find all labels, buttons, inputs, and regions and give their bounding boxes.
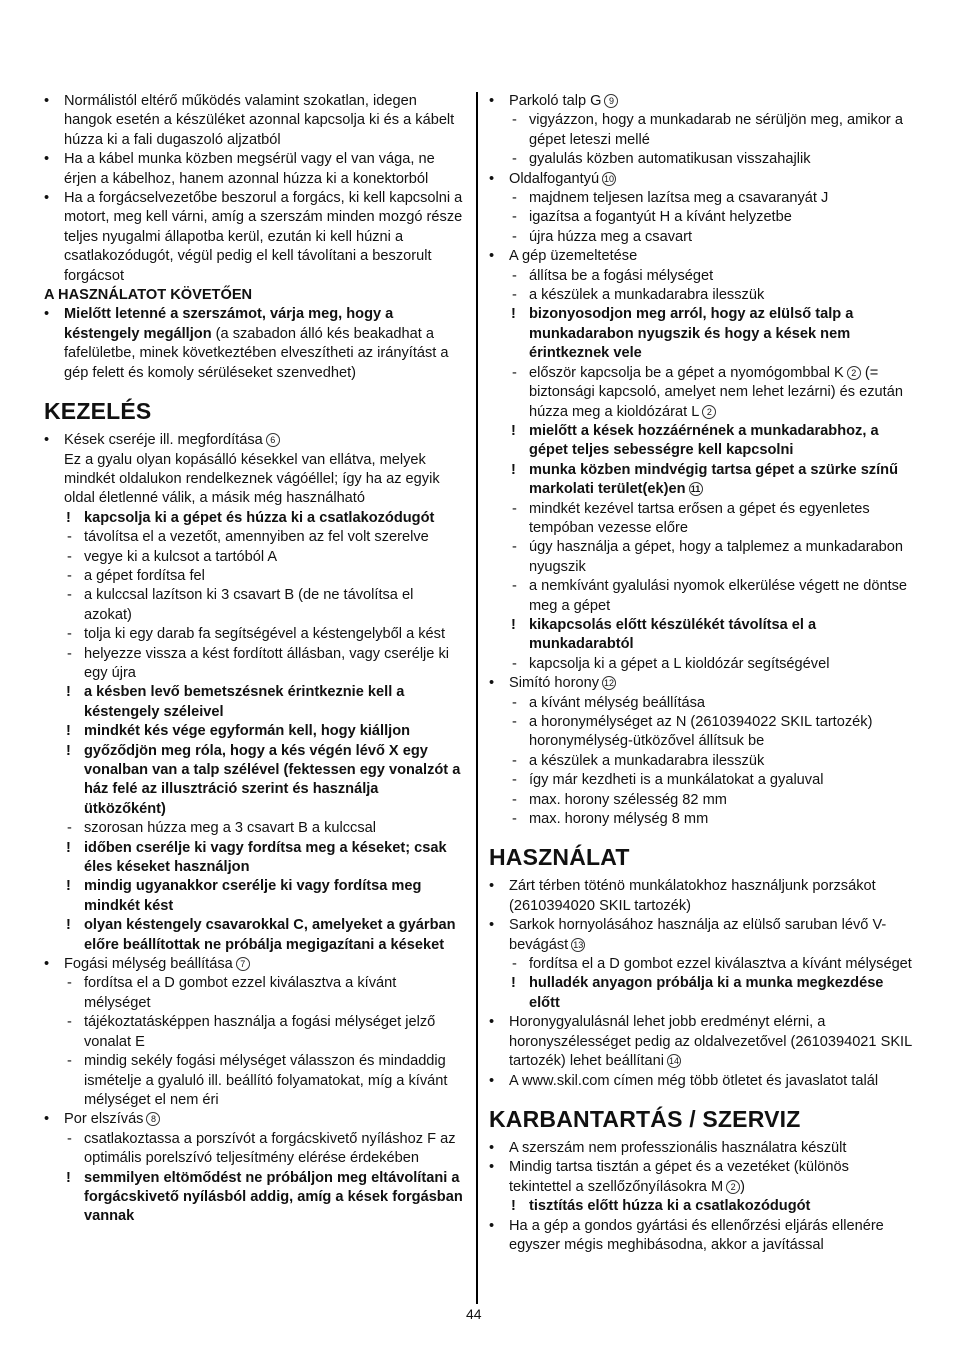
item-text: Ez a gyalu olyan kopásálló késekkel van ellátva, melyek mindkét oldalukon rendelkeznek vágóéllel; így ha az egyik oldal életlenné válik, a másik még használható	[64, 451, 440, 507]
item-text: győződjön meg róla, hogy a kés végén lévő X egy vonalban van a talp szélével (fektessen egy vonalzót a ház felé az illusztráció szerint és használja ütközőként)	[84, 742, 461, 817]
item-text: mindkét kés vége egyformán kell, hogy kiálljon	[84, 723, 411, 740]
warning-item	[64, 1169, 464, 1227]
item-text: )	[740, 1178, 746, 1195]
item-text: A szerszám nem professzionális használatra készült	[509, 1139, 847, 1156]
item-text: így már kezdheti is a munkálatokat a gyaluval	[529, 772, 824, 789]
item-text: tisztítás előtt húzza ki a csatlakozódugót	[529, 1198, 811, 1215]
dash-item	[509, 713, 913, 752]
warning-item	[509, 616, 913, 655]
warning-item	[64, 877, 464, 916]
item-text: Ha a forgácselvezetőbe beszorul a forgács, ki kell kapcsolni a motort, meg kell várni, amíg a szerszám minden mozgó része teljes nyugalmi állapotba kerül, ezután ki kell húzni a csatlakozódugót, végül pedig el kell távolítani a beszorult forgácsot	[64, 190, 463, 284]
item-text: A HASZNÁLATOT KÖVETŐEN	[44, 287, 253, 304]
item-text: A www.skil.com címen még több ötletet és javaslatot talál	[509, 1072, 879, 1089]
warning-item	[509, 1197, 913, 1216]
bullet-item	[489, 916, 913, 955]
item-text: max. horony mélység 8 mm	[529, 811, 709, 828]
item-text: a nemkívánt gyalulási nyomok elkerülése végett ne döntse meg a gépet	[529, 578, 908, 614]
item-text: Parkoló talp G	[509, 93, 602, 109]
warning-item	[64, 742, 464, 820]
warning-item	[509, 422, 913, 461]
warning-item	[64, 683, 464, 722]
figure-ref-number: 8	[146, 1112, 160, 1126]
dash-item	[509, 694, 913, 713]
bullet-item	[44, 955, 464, 974]
item-text: állítsa be a fogási mélységet	[529, 267, 714, 284]
dash-item	[64, 974, 464, 1013]
bullet-item	[489, 170, 913, 189]
item-text: csatlakoztassa a porszívót a forgácskivető nyíláshoz F az optimális porelszívó teljesítmény elérése érdekében	[84, 1130, 456, 1167]
figure-ref-number: 6	[266, 433, 280, 447]
dash-item	[509, 111, 913, 150]
dash-item	[509, 955, 913, 974]
item-text: bizonyosodjon meg arról, hogy az elülső talp a munkadarabon nyugszik és hogy a kések nem érintkeznek vele	[529, 306, 854, 362]
item-text: Ha a kábel munka közben megsérül vagy el van vága, ne érjen a kábelhoz, hanem azonnal húzza ki a konektorból	[64, 151, 435, 187]
section-heading-karbantartas: KARBANTARTÁS / SZERVIZ	[489, 1105, 801, 1132]
item-text: Mindig tartsa tisztán a gépet és a vezetéket (különös tekintettel a szellőzőnyílásokra M	[509, 1159, 849, 1195]
warning-item	[64, 916, 464, 955]
item-text: gyalulás közben automatikusan visszahajlik	[529, 151, 811, 168]
right-list-2	[489, 877, 913, 1090]
item-text: szorosan húzza meg a 3 csavart B a kulccsal	[84, 820, 377, 837]
bullet-item	[44, 92, 464, 150]
dash-item	[509, 655, 913, 674]
dash-item	[509, 228, 913, 247]
item-text: Kések cseréje ill. megfordítása	[64, 432, 263, 449]
item-text: a kívánt mélység beállítása	[529, 694, 706, 711]
item-text: mindig sekély fogási mélységet válasszon és mindaddig ismételje a gyaluló ill. beállító folyamatokat, míg a kívánt mélységet el nem éri	[84, 1053, 448, 1108]
warning-item	[64, 509, 464, 528]
bullet-item	[44, 189, 464, 286]
section-heading-kezeles: KEZELÉS	[44, 398, 152, 425]
dash-item	[64, 1052, 464, 1110]
item-text: először kapcsolja be a gépet a nyomógombbal K	[529, 364, 844, 381]
dash-item	[509, 538, 913, 577]
bullet-item	[489, 1158, 913, 1197]
section-heading-hasznalat: HASZNÁLAT	[489, 844, 630, 871]
item-text: majdnem teljesen lazítsa meg a csavaranyát J	[529, 190, 829, 207]
item-text: a készülek a munkadarabra ilesszük	[529, 752, 765, 769]
figure-ref-number: 12	[604, 678, 615, 689]
item-text: Normálistól eltérő működés valamint szokatlan, idegen hangok esetén a készüléket azonnal kapcsolja ki és a kábelt húzza ki a fali dugaszoló aljzatból	[64, 93, 455, 148]
item-text: tolja ki egy darab fa segítségével a késtengelyből a kést	[84, 626, 446, 643]
figure-ref-number: 11	[689, 482, 703, 496]
item-text: tájékoztatásképpen használja a fogási mélységet jelző vonalat E	[84, 1014, 436, 1050]
item-text: Ha a gép a gondos gyártási és ellenőrzési eljárás ellenére egyszer mégis meghibásodna, akkor a javítással	[509, 1217, 884, 1253]
dash-item	[64, 548, 464, 567]
warning-item	[64, 839, 464, 878]
dash-item	[509, 752, 913, 771]
dash-item	[509, 189, 913, 208]
warning-item	[509, 461, 913, 500]
item-text: Oldalfogantyú	[509, 170, 600, 187]
item-text: vegye ki a kulcsot a tartóból A	[84, 548, 278, 565]
figure-ref-number: 13	[573, 939, 584, 950]
item-text: a kulccsal lazítson ki 3 csavart B (de ne távolítsa el azokat)	[84, 587, 414, 623]
item-text: Por elszívás	[64, 1111, 144, 1128]
figure-ref-number: 2	[702, 405, 716, 419]
item-text: Sarkok hornyolásához használja az elülső saruban lévő V-bevágást	[509, 917, 887, 953]
item-text: A gép üzemeltetése	[509, 248, 638, 265]
dash-item	[64, 528, 464, 547]
bullet-item	[489, 1139, 913, 1158]
item-text: igazítsa a fogantyút H a kívánt helyzetbe	[529, 209, 792, 226]
item-text: kapcsolja ki a gépet és húzza ki a csatlakozódugót	[84, 509, 435, 526]
column-divider	[476, 92, 478, 1304]
item-text: (a szabadon álló kés beakadhat a fafelületbe, minek következtében elveszítheti az irányítást a gép felett és komoly sérüléseket szenvedhet)	[64, 325, 449, 381]
figure-ref-number: 14	[668, 1056, 679, 1067]
dash-item	[509, 364, 913, 422]
dash-item	[64, 567, 464, 586]
dash-item	[509, 286, 913, 305]
dash-item	[509, 150, 913, 169]
dash-item	[509, 771, 913, 790]
dash-item	[509, 500, 913, 539]
item-text: mindig ugyanakkor cserélje ki vagy fordítsa meg mindkét kést	[84, 878, 422, 914]
item-text: Simító horony	[509, 675, 600, 692]
item-text: a horonymélységet az N (2610394022 SKIL tartozék) horonymélység-ütközővel állítsuk be	[529, 714, 873, 750]
bullet-item	[489, 92, 913, 111]
item-text: munka közben mindvégig tartsa gépet a szürke színű markolati terület(ek)en	[529, 461, 898, 498]
item-text: időben cserélje ki vagy fordítsa meg a késeket; csak éles késeket használjon	[84, 839, 447, 876]
warning-item	[509, 974, 913, 1013]
item-text: újra húzza meg a csavart	[529, 228, 693, 245]
paragraph	[44, 451, 464, 509]
item-text: helyezze vissza a kést fordított állásban, vagy cserélje ki egy újra	[84, 645, 450, 681]
bullet-item	[44, 150, 464, 189]
subheading	[44, 286, 464, 305]
dash-item	[64, 625, 464, 644]
bold-text: Mielőtt letenné a szerszámot, várja meg, hogy a késtengely megálljon	[64, 306, 394, 342]
item-text: vigyázzon, hogy a munkadarab ne sérüljön meg, amikor a gépet leteszi mellé	[529, 112, 903, 148]
bullet-item	[44, 431, 464, 450]
dash-item	[64, 586, 464, 625]
dash-item	[64, 645, 464, 684]
item-text: a késben levő bemetszésnek érintkeznie kell a késtengely széleivel	[84, 684, 405, 720]
item-text: fordítsa el a D gombot ezzel kiválasztva a kívánt mélységet	[529, 956, 912, 973]
bullet-item	[489, 877, 913, 916]
figure-ref-number: 10	[604, 173, 615, 184]
right-list-1	[489, 92, 913, 829]
figure-ref-number: 2	[847, 366, 861, 380]
item-text: semmilyen eltömődést ne próbáljon meg eltávolítani a forgácskivető nyílásból addig, amíg a kések forgásban vannak	[84, 1169, 463, 1225]
right-column	[489, 92, 913, 1255]
item-text: a készülek a munkadarabra ilesszük	[529, 287, 765, 304]
item-text: kikapcsolás előtt készülékét távolítsa el a munkadarabtól	[529, 616, 817, 653]
bullet-item	[489, 1217, 913, 1256]
dash-item	[64, 819, 464, 838]
bullet-item	[489, 247, 913, 266]
right-list-3	[489, 1139, 913, 1255]
item-text: fordítsa el a D gombot ezzel kiválasztva a kívánt mélységet	[84, 975, 397, 1011]
dash-item	[509, 577, 913, 616]
dash-item	[509, 267, 913, 286]
bullet-item	[489, 674, 913, 693]
figure-ref-number: 2	[726, 1180, 740, 1194]
bullet-item	[44, 1110, 464, 1129]
item-text: mielőtt a kések hozzáérnének a munkadarabhoz, a gépet teljes sebességre kell kapcsolni	[529, 422, 879, 459]
bullet-item	[44, 305, 464, 383]
dash-item	[509, 810, 913, 829]
item-text: Zárt térben töténö munkálatokhoz használjunk porzsákot (2610394020 SKIL tartozék)	[509, 878, 876, 914]
item-text: kapcsolja ki a gépet a L kioldózár segítségével	[529, 655, 830, 672]
dash-item	[509, 791, 913, 810]
left-column	[44, 92, 464, 1227]
dash-item	[64, 1130, 464, 1169]
item-text: max. horony szélesség 82 mm	[529, 791, 727, 808]
item-text: úgy használja a gépet, hogy a talplemez a munkadarabon nyugszik	[529, 539, 904, 575]
figure-ref-number: 9	[604, 94, 618, 108]
item-text: Fogási mélység beállítása	[64, 956, 233, 973]
item-text: Horonygyalulásnál lehet jobb eredményt elérni, a horonyszélességet pedig az oldalvezetővel (2610394021 SKIL tartozék) lehet beállítani	[509, 1014, 912, 1070]
warning-item	[509, 305, 913, 363]
dash-item	[64, 1013, 464, 1052]
dash-item	[509, 208, 913, 227]
warning-item	[64, 722, 464, 741]
item-text: hulladék anyagon próbálja ki a munka megkezdése előtt	[529, 975, 884, 1011]
left-list-1	[44, 92, 464, 383]
bullet-item	[489, 1072, 913, 1091]
item-text: távolítsa el a vezetőt, amennyiben az fel volt szerelve	[84, 529, 429, 546]
item-text: olyan késtengely csavarokkal C, amelyeket a gyárban előre beállítottak ne próbálja megigazítani a késeket	[84, 917, 456, 953]
left-list-2	[44, 431, 464, 1227]
figure-ref-number: 7	[236, 957, 250, 971]
bullet-item	[489, 1013, 913, 1071]
page-number: 44	[466, 1306, 482, 1322]
item-text: a gépet fordítsa fel	[84, 567, 205, 584]
item-text: mindkét kezével tartsa erősen a gépet és egyenletes tempóban vezesse előre	[529, 500, 870, 536]
item-text: (= biztonsági kapcsoló, amelyet nem lehet lezárni) és ezután húzza meg a kioldózárat L	[529, 364, 903, 420]
